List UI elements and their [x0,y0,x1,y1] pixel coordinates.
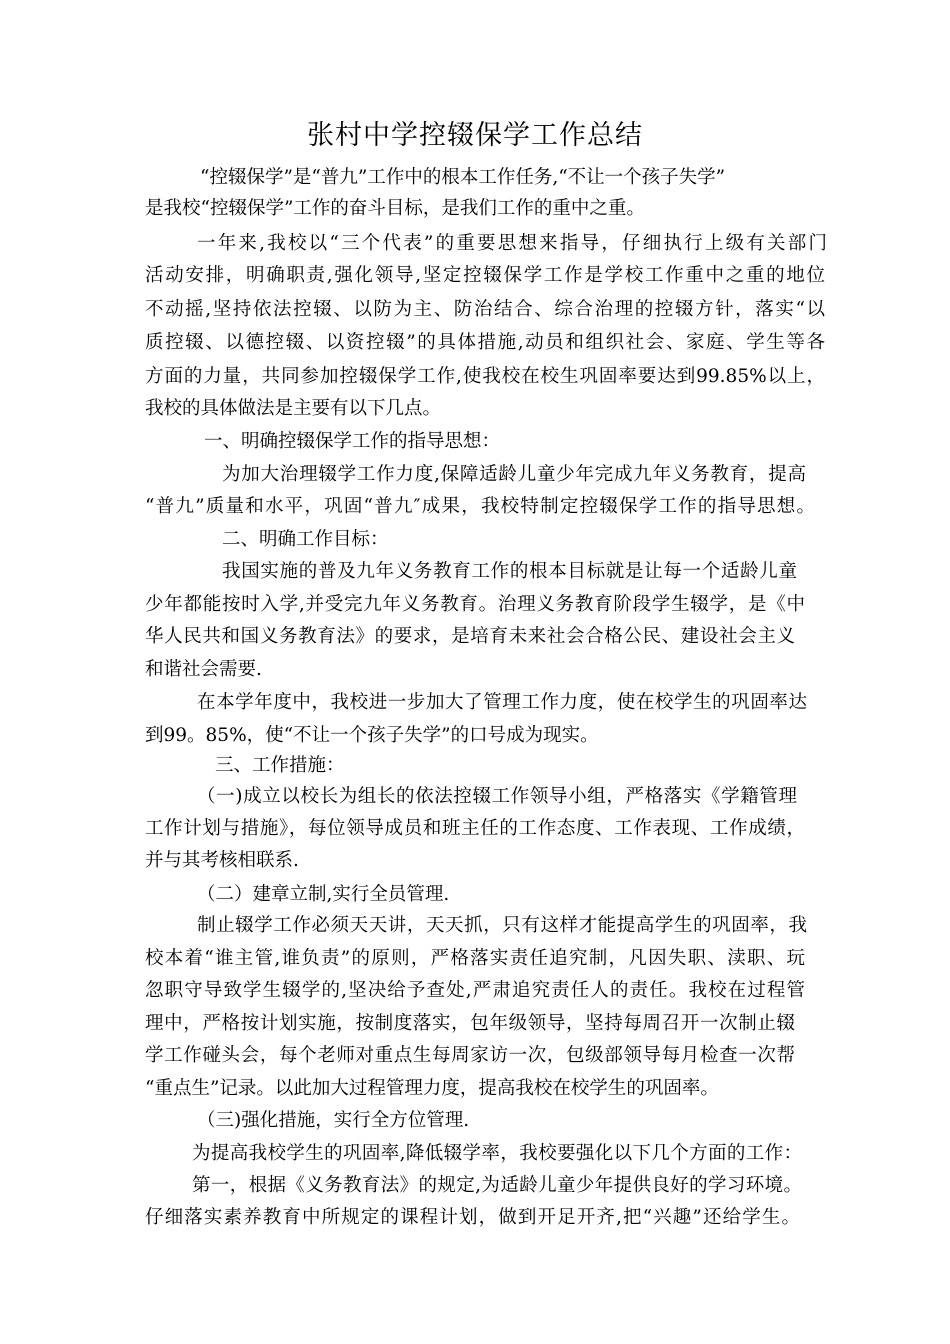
paragraph-line: 到99。85%，使“不让一个孩子失学”的口号成为现实。 [145,725,599,746]
paragraph-line: “控辍保学”是“普九”工作中的根本工作任务,“不让一个孩子失学” [200,167,726,188]
paragraph-line: 一、明确控辍保学工作的指导思想： [204,431,501,452]
paragraph-line: （一)成立以校长为组长的依法控辍工作领导小组，严格落实《学籍管理 [197,786,797,807]
document-title: 张村中学控辍保学工作总结 [307,120,643,151]
paragraph-line: 第一，根据《义务教育法》的规定,为适龄儿童少年提供良好的学习环境。 [192,1175,802,1196]
paragraph-line: 一年来,我校以“三个代表”的重要思想来指导，仔细执行上级有关部门 [197,233,827,254]
paragraph-line: 我校的具体做法是主要有以下几点。 [145,398,442,419]
paragraph-line: “普九”质量和水平，巩固“普九″成果，我校特制定控辍保学工作的指导思想。 [145,496,815,517]
paragraph-line: 三、工作措施： [215,755,345,776]
paragraph-line: 校本着“谁主管,谁负责”的原则，严格落实责任追究制，凡因失职、渎职、玩 [145,948,805,969]
paragraph-line: 我国实施的普及九年义务教育工作的根本目标就是让每一个适龄儿童 [222,561,797,582]
paragraph-line: 是我校“控辍保学”工作的奋斗目标，是我们工作的重中之重。 [145,198,645,219]
paragraph-line: 方面的力量，共同参加控辍保学工作,使我校在校生巩固率要达到99.85%以上， [145,366,825,387]
paragraph-line: （三)强化措施，实行全方位管理. [197,1110,470,1131]
paragraph-line: 工作计划与措施》，每位领导成员和班主任的工作态度、工作表现、工作成绩， [145,818,805,839]
paragraph-line: 二、明确工作目标： [222,529,389,550]
paragraph-line: 在本学年度中，我校进一步加大了管理工作力度，使在校学生的巩固率达 [197,692,807,713]
paragraph-line: 和谐社会需要. [145,659,262,680]
paragraph-line: 学工作碰头会，每个老师对重点生每周家访一次，包级部领导每月检查一次帮 [145,1045,795,1066]
paragraph-line: 活动安排，明确职责,强化领导,坚定控辍保学工作是学校工作重中之重的地位 [145,265,825,286]
paragraph-line: 忽职守导致学生辍学的,坚决给予查处,严肃追究责任人的责任。我校在过程管 [145,980,805,1001]
paragraph-line: 制止辍学工作必须天天讲，天天抓，只有这样才能提高学生的巩固率，我 [197,915,807,936]
paragraph-line: 为提高我校学生的巩固率,降低辍学率，我校要强化以下几个方面的工作： [192,1143,802,1164]
paragraph-line: 少年都能按时入学,并受完九年义务教育。治理义务教育阶段学生辍学，是《中 [145,594,805,615]
paragraph-line: 不动摇,坚持依法控辍、以防为主、防治结合、综合治理的控辍方针，落实“以 [145,299,825,320]
paragraph-line: “重点生”记录。以此加大过程管理力度，提高我校在校学生的巩固率。 [145,1078,719,1099]
paragraph-line: 质控辍、以德控辍、以资控辍”的具体措施,动员和组织社会、家庭、学生等各 [145,332,825,353]
paragraph-line: 为加大治理辍学工作力度,保障适龄儿童少年完成九年义务教育，提高 [222,464,806,485]
paragraph-line: 仔细落实素养教育中所规定的课程计划，做到开足开齐,把“兴趣”还给学生。 [145,1207,800,1228]
paragraph-line: （二）建章立制,实行全员管理. [197,884,450,905]
paragraph-line: 理中，严格按计划实施，按制度落实，包年级领导，坚持每周召开一次制止辍 [145,1013,795,1034]
paragraph-line: 华人民共和国义务教育法》的要求，是培育未来社会合格公民、建设社会主义 [145,626,795,647]
paragraph-line: 并与其考核相联系. [145,850,299,871]
